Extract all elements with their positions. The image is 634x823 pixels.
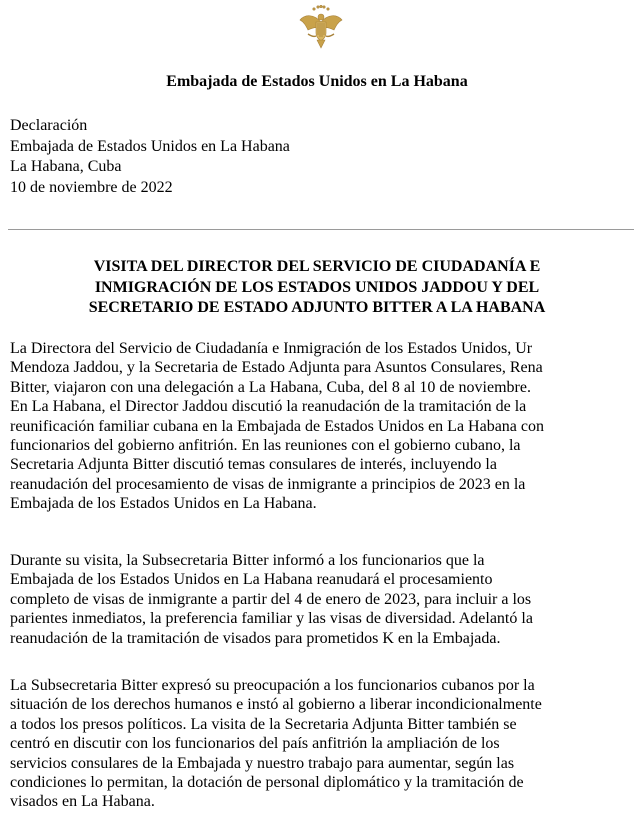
paragraph-line: visados en La Habana. (10, 793, 155, 811)
paragraph-line: servicios consulares de la Embajada y nuestro trabajo para aumentar, según las (10, 754, 515, 772)
paragraph-line: a todos los presos políticos. La visita de la Secretaria Adjunta Bitter también se (10, 715, 517, 733)
headline-line: INMIGRACIÓN DE LOS ESTADOS UNIDOS JADDOU Y DEL (94, 278, 540, 296)
paragraph-line: La Subsecretaria Bitter expresó su preocupación a los funcionarios cubanos por la (10, 677, 535, 694)
headline (0, 257, 634, 319)
body-paragraph-1 (10, 339, 632, 514)
paragraph-line: Secretaria Adjunta Bitter discutió temas consulares de interés, incluyendo la (10, 456, 497, 474)
paragraph-line: completo de visas de inmigrante a partir del 4 de enero de 2023, para incluir a los (10, 590, 532, 608)
paragraph-line: En La Habana, el Director Jaddou discutió la reanudación de la tramitación de la (10, 398, 527, 416)
paragraph-line: Embajada de los Estados Unidos en La Habana. (10, 495, 317, 513)
divider-line (8, 229, 634, 230)
paragraph-line: Embajada de los Estados Unidos en La Habana reanudará el procesamiento (10, 571, 493, 589)
paragraph-line: La Directora del Servicio de Ciudadanía e Inmigración de los Estados Unidos, Ur (10, 340, 533, 357)
eagle-seal-icon (296, 2, 346, 52)
date: 10 de noviembre de 2022 (10, 178, 173, 196)
embassy-seal-icon (296, 2, 346, 52)
paragraph-line: funcionarios del gobierno anfitrión. En las reuniones con el gobierno cubano, la (10, 437, 521, 455)
paragraph-line: situación de los derechos humanos e instó al gobierno a liberar incondicionalmente (10, 696, 542, 714)
embassy-title: Embajada de Estados Unidos en La Habana (166, 73, 468, 90)
paragraph-line: Durante su visita, la Subsecretaria Bitter informó a los funcionarios que la (10, 552, 485, 569)
paragraph-line: reanudación del procesamiento de visas de inmigrante a principios de 2023 en la (10, 475, 526, 493)
headline-line: SECRETARIO DE ESTADO ADJUNTO BITTER A LA HABANA (88, 299, 546, 316)
paragraph-line: condiciones lo permitan, la dotación de personal diplomático y la tramitación de (10, 774, 524, 792)
document-type: Declaración (10, 117, 88, 134)
statement-header (10, 116, 290, 198)
body-paragraph-2 (10, 551, 632, 648)
issuer: Embajada de Estados Unidos en La Habana (10, 137, 290, 155)
body-paragraph-3 (10, 676, 632, 812)
paragraph-line: Mendoza Jaddou, y la Secretaria de Estado Adjunta para Asuntos Consulares, Rena (10, 359, 543, 377)
paragraph-line: parientes inmediatos, la preferencia familiar y las visas de diversidad. Adelantó la (10, 610, 533, 628)
paragraph-line: Bitter, viajaron con una delegación a La Habana, Cuba, del 8 al 10 de noviembre. (10, 378, 531, 396)
location: La Habana, Cuba (10, 158, 122, 175)
paragraph-line: reunificación familiar cubana en la Embajada de Estados Unidos en La Habana con (10, 417, 544, 435)
paragraph-line: centró en discutir con los funcionarios del país anfitrión la ampliación de los (10, 735, 500, 753)
paragraph-line: reanudación de la tramitación de visados para prometidos K en la Embajada. (10, 629, 501, 647)
headline-line: VISITA DEL DIRECTOR DEL SERVICIO DE CIUDADANÍA E (93, 258, 541, 275)
